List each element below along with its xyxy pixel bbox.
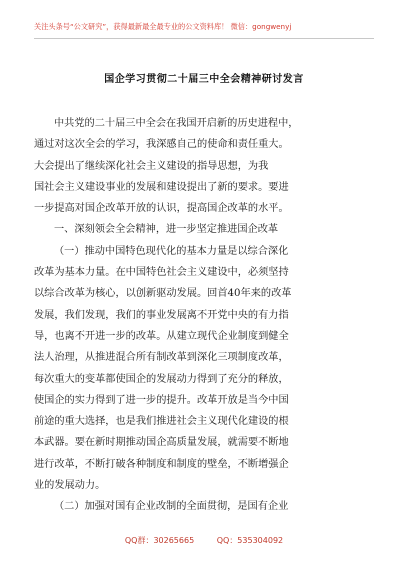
footer-qq-group: QQ群：30265665 bbox=[124, 536, 195, 545]
footer-qq: QQ：535304092 bbox=[216, 536, 284, 545]
document-body bbox=[34, 113, 374, 518]
section-heading: 一、深刻领会全会精神，进一步坚定推进国企改革 bbox=[54, 224, 279, 236]
paragraph-line: 本武器。要在新时期推动国企高质量发展，就需要不断地 bbox=[34, 437, 289, 449]
header-divider bbox=[34, 38, 374, 39]
paragraph-line: 业的发展动力。 bbox=[34, 480, 106, 492]
paragraph-line: 使国企的实力得到了进一步的提升。改革开放是当今中国 bbox=[34, 394, 289, 406]
paragraph-line: （二）加强对国有企业改制的全面贯彻，是国有企业 bbox=[54, 501, 289, 513]
paragraph-line: （一）推动中国特色现代化的基本力量是以综合深化 bbox=[54, 245, 289, 257]
paragraph-line: 改革为基本力量。在中国特色社会主义建设中，必须坚持 bbox=[34, 267, 289, 279]
paragraph-line: 前途的重大选择，也是我们推进社会主义现代化建设的根 bbox=[34, 416, 289, 428]
paragraph-line: 大会提出了继续深化社会主义建设的指导思想，为我 bbox=[34, 160, 269, 172]
paragraph-line: 进行改革，不断打破各种制度和制度的壁垒，不断增强企 bbox=[34, 458, 289, 470]
footer-contacts bbox=[0, 535, 408, 546]
header-banner: 关注头条号“公文研究”，获得最新最全最专业的公文资料库！ 微信：gongwenyj bbox=[34, 22, 292, 31]
paragraph-line: 中共党的二十届三中全会在我国开启新的历史进程中， bbox=[54, 118, 299, 129]
paragraph-line: 以综合改革为核心，以创新驱动发展。回首40年来的改革 bbox=[34, 288, 292, 300]
paragraph-line: 发展，我们发现，我们的事业发展离不开党中央的有力指 bbox=[34, 309, 289, 321]
paragraph-line: 法人治理，从推进混合所有制改革到深化三项制度改革， bbox=[34, 352, 289, 364]
paragraph-line: 导，也离不开进一步的改革。从建立现代企业制度到健全 bbox=[34, 330, 289, 342]
document-title: 国企学习贯彻二十届三中全会精神研讨发言 bbox=[104, 74, 304, 85]
paragraph-line: 国社会主义建设事业的发展和建设提出了新的要求。要进 bbox=[34, 181, 289, 193]
paragraph-line: 通过对这次全会的学习，我深感自己的使命和责任重大。 bbox=[34, 139, 289, 151]
paragraph-line: 每次重大的变革都使国企的发展动力得到了充分的释放， bbox=[34, 373, 289, 385]
paragraph-line: 一步提高对国企改革开放的认识，提高国企改革的水平。 bbox=[34, 203, 289, 215]
